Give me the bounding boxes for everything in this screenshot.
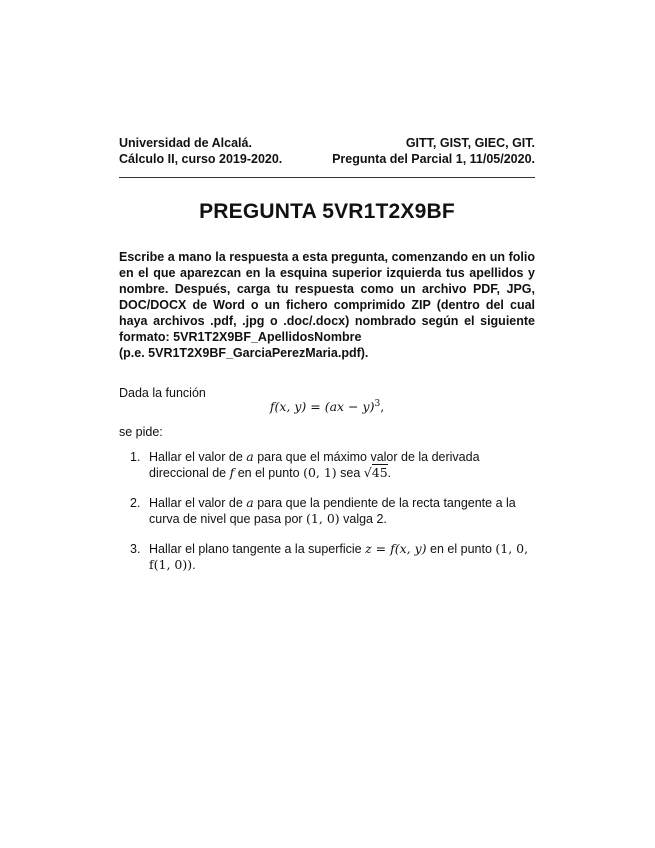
item-number: 1. [130, 450, 141, 464]
item-text: sea [336, 466, 364, 480]
item-text: valga 2. [339, 512, 387, 526]
sqrt-argument: 45 [371, 465, 388, 480]
item-text: en el punto [426, 542, 496, 556]
item-end: . [387, 466, 392, 480]
item-number: 3. [130, 542, 141, 556]
header-row-1 [119, 135, 535, 151]
intro-text: Dada la función [119, 386, 206, 400]
point: (1, 0) [306, 511, 340, 526]
header-row-2 [119, 151, 535, 167]
course-name: Cálculo II, curso 2019-2020. [119, 152, 283, 166]
function-formula [119, 399, 535, 414]
formula-lhs: f(x, y) [269, 399, 307, 414]
item-end: . [192, 558, 196, 572]
item-number: 2. [130, 496, 141, 510]
se-pide-text: se pide: [119, 425, 163, 439]
question-item-2 [130, 495, 540, 527]
variable-a: a [246, 495, 254, 510]
formula-rhs: (ax − y) [324, 399, 375, 414]
item-text: Hallar el valor de [149, 496, 247, 510]
item-text: Hallar el plano tangente a la superficie [149, 542, 366, 556]
instructions-text: Escribe a mano la respuesta a esta pregunta, comenzando en un folio en el que aparezcan en la esquina superior izquierda tus apellidos y nombre. Después, carga tu respuesta como un archivo PDF, JPG, DOC/DOCX de Word o un fichero comprimido ZIP (dentro del cual haya archivos .pdf, .jpg o .doc/.docx) nombrado según el siguiente formato: 5VR1T2X9BF_ApellidosNombre [119, 250, 535, 344]
header-divider [119, 177, 535, 178]
item-text: para que el máximo valor de la derivada direccional de [149, 450, 480, 480]
point: (1, 0, f(1, 0)) [149, 541, 529, 572]
item-text: Hallar el valor de [149, 450, 247, 464]
formula-equals: = [306, 399, 325, 414]
formula-tail: , [380, 399, 385, 414]
exam-info: Pregunta del Parcial 1, 11/05/2020. [332, 152, 535, 166]
item-text: en el punto [234, 466, 304, 480]
instructions-example: (p.e. 5VR1T2X9BF_GarciaPerezMaria.pdf). [119, 346, 369, 360]
point: (0, 1) [303, 465, 337, 480]
instructions [119, 249, 535, 361]
variable-f: f [229, 465, 235, 480]
question-item-3 [130, 541, 540, 573]
sqrt-symbol: √ [363, 465, 372, 480]
surface-equation: z = f(x, y) [365, 541, 427, 556]
variable-a: a [246, 449, 254, 464]
formula-exponent: 3 [374, 399, 381, 409]
question-list [130, 449, 540, 587]
question-item-1 [130, 449, 540, 481]
degree-programs: GITT, GIST, GIEC, GIT. [405, 136, 535, 150]
item-text: para que la pendiente de la recta tangente a la curva de nivel que pasa por [149, 496, 516, 526]
header [119, 135, 535, 167]
question-title: PREGUNTA 5VR1T2X9BF [199, 200, 455, 223]
university-name: Universidad de Alcalá. [119, 136, 252, 150]
